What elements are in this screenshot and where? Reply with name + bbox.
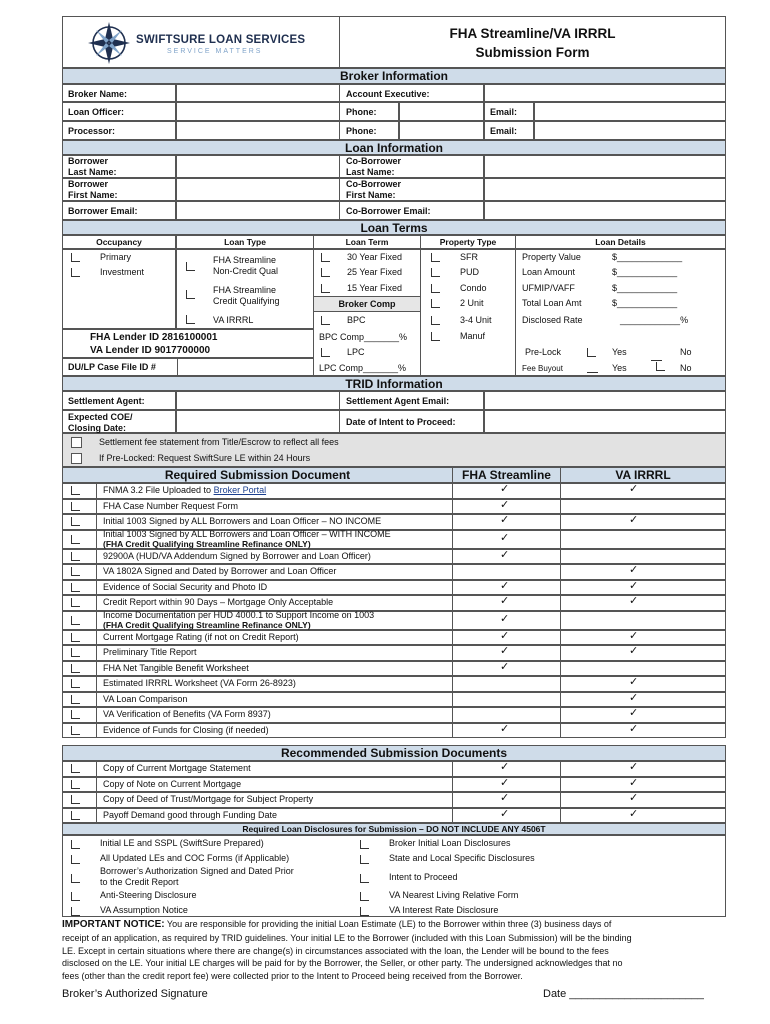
- sfr-checkbox[interactable]: [431, 253, 440, 262]
- loan-terms-header: Loan Terms: [62, 220, 726, 235]
- fha-cell: [452, 676, 561, 692]
- col-property-type: Property Type: [420, 235, 516, 249]
- va-cell: [560, 808, 726, 824]
- bpc-label: BPC: [347, 315, 366, 325]
- loan-info-header: Loan Information: [62, 140, 726, 155]
- doc-checkbox[interactable]: [71, 679, 80, 688]
- coe-field[interactable]: [176, 410, 340, 433]
- doc-row: [62, 661, 726, 677]
- 2unit-checkbox[interactable]: [431, 299, 440, 308]
- settlement-agent-label-cell: [62, 391, 176, 410]
- loan-type-fha-cq-1: FHA Streamline: [213, 285, 277, 295]
- fee-buyout-yes-checkbox[interactable]: [587, 372, 598, 373]
- fha-check-icon: ✓: [500, 513, 510, 526]
- signature-label: Broker’s Authorized Signature: [62, 988, 208, 1000]
- disclosures-box: [62, 835, 726, 917]
- prelock-yes: Yes: [612, 347, 627, 357]
- doc-checkbox[interactable]: [71, 780, 80, 789]
- notice-line-2: receipt of an application, as required by TRID guidelines. Your initial LE to the Borrower (included with this Loan Submission) will be the binding: [62, 932, 632, 943]
- disc-va-rate-checkbox[interactable]: [360, 907, 369, 916]
- disc-va-relative-checkbox[interactable]: [360, 892, 369, 901]
- disc-broker-initial-checkbox[interactable]: [360, 840, 369, 849]
- doc-label: Copy of Current Mortgage Statement: [103, 763, 251, 773]
- coborrower-first-label-1: Co-Borrower: [346, 179, 402, 189]
- va-check-icon: ✓: [629, 806, 639, 820]
- coborrower-last-label-2: Last Name:: [346, 167, 395, 177]
- fha-check-icon: ✓: [500, 530, 510, 544]
- loan-officer-label-cell: [62, 102, 176, 121]
- va-check-icon: ✓: [629, 644, 639, 657]
- notice-line-5: fees (other than the credit report fee) were collected prior to the Intent to Proceed being received from the Borrower.: [62, 971, 523, 982]
- phone1-label: Phone:: [346, 107, 377, 117]
- prelock-no: No: [680, 347, 692, 357]
- doc-label: Copy of Deed of Trust/Mortgage for Subject Property: [103, 794, 314, 804]
- doc-checkbox[interactable]: [71, 795, 80, 804]
- notice-line-4: disclosed on the LE. Your initial LE charges will be paid for by the Borrower, the Seller, or other party. The undersigned acknowledges that no: [62, 958, 623, 969]
- doc-row: [62, 707, 726, 723]
- detail-prelock: Pre-Lock: [525, 347, 562, 357]
- doc-row: [62, 676, 726, 692]
- recommended-docs-header: Recommended Submission Documents: [62, 745, 726, 761]
- logo-tagline: SERVICE MATTERS: [167, 48, 263, 55]
- va-cell: [560, 761, 726, 777]
- detail-ufmip-field[interactable]: $____________: [612, 283, 678, 293]
- coborrower-last-label-cell: [339, 155, 484, 178]
- pt-pud: PUD: [460, 267, 480, 277]
- email2-label-cell: [484, 121, 534, 140]
- doc-checkbox[interactable]: [71, 710, 80, 719]
- important-notice: [62, 918, 726, 983]
- va-check-icon: ✓: [629, 706, 639, 719]
- va-cell: [560, 707, 726, 723]
- account-exec-field[interactable]: [484, 84, 726, 102]
- col-occupancy: Occupancy: [62, 235, 176, 249]
- term-30-checkbox[interactable]: [321, 253, 330, 262]
- fha-check-icon: ✓: [500, 611, 510, 625]
- doc-row: [62, 499, 726, 515]
- doc-checkbox[interactable]: [71, 486, 80, 495]
- disc-left-3: to the Credit Report: [100, 877, 179, 887]
- doc-row: [62, 777, 726, 793]
- broker-name-field[interactable]: [176, 84, 340, 102]
- loan-type-va: VA IRRRL: [213, 315, 254, 325]
- doc-row: [62, 530, 726, 549]
- broker-portal-link[interactable]: Broker Portal: [213, 485, 267, 495]
- disc-right-4: VA Interest Rate Disclosure: [389, 905, 499, 915]
- fha-cell: [452, 692, 561, 708]
- term-15-checkbox[interactable]: [321, 284, 330, 293]
- settlement-agent-label: Settlement Agent:: [68, 396, 145, 406]
- disc-right-1: State and Local Specific Disclosures: [389, 853, 535, 863]
- doc-label: 92900A (HUD/VA Addendum Signed by Borrower and Loan Officer): [103, 550, 371, 561]
- term-15: 15 Year Fixed: [347, 283, 403, 293]
- va-check-icon: ✓: [629, 513, 639, 526]
- borrower-email-label-cell: [62, 201, 176, 220]
- coborrower-first-label-cell: [339, 178, 484, 201]
- va-cell: [560, 514, 726, 530]
- loan-officer-field[interactable]: [176, 102, 340, 121]
- doc-checkbox[interactable]: [71, 664, 80, 673]
- intent-date-label: Date of Intent to Proceed:: [346, 417, 456, 427]
- va-cell: [560, 499, 726, 515]
- doc-checkbox[interactable]: [71, 764, 80, 773]
- doc-checkbox[interactable]: [71, 567, 80, 576]
- doc-label: Estimated IRRRL Worksheet (VA Form 26-8923): [103, 678, 296, 688]
- fha-cell: [452, 707, 561, 723]
- detail-disclosed-rate: Disclosed Rate: [522, 315, 583, 325]
- va-check-icon: ✓: [629, 690, 639, 704]
- disc-right-2: Intent to Proceed: [389, 872, 458, 882]
- doc-label: VA Loan Comparison: [103, 693, 188, 704]
- fha-check-icon: ✓: [500, 659, 510, 673]
- doc-row: [62, 564, 726, 580]
- fha-check-icon: ✓: [500, 628, 510, 642]
- coborrower-first-label-2: First Name:: [346, 190, 396, 200]
- broker-comp-label: Broker Comp: [338, 299, 396, 309]
- disc-auth-checkbox[interactable]: [71, 874, 80, 883]
- doc-row: [62, 595, 726, 611]
- intent-date-field[interactable]: [484, 410, 726, 433]
- disc-left-0: Initial LE and SSPL (SwiftSure Prepared): [100, 838, 264, 848]
- va-check-icon: ✓: [629, 791, 639, 804]
- borrower-first-field[interactable]: [176, 178, 340, 201]
- detail-loan-amount: Loan Amount: [522, 267, 576, 277]
- fee-statement-checkbox[interactable]: [71, 437, 82, 448]
- settlement-agent-field[interactable]: [176, 391, 340, 410]
- email1-field[interactable]: [534, 102, 726, 121]
- doc-row: [62, 611, 726, 630]
- va-cell: [560, 549, 726, 565]
- doc-label: Initial 1003 Signed by ALL Borrowers and Loan Officer – NO INCOME: [103, 516, 382, 526]
- settlement-email-field[interactable]: [484, 391, 726, 410]
- doc-label: Evidence of Social Security and Photo ID: [103, 581, 268, 592]
- doc-label-text: FNMA 3.2 File Uploaded to: [103, 485, 214, 495]
- phone1-field[interactable]: [399, 102, 484, 121]
- disc-va-assumption-checkbox[interactable]: [71, 907, 80, 916]
- borrower-first-label-cell: [62, 178, 176, 201]
- va-lender-id: VA Lender ID 9017700000: [90, 345, 211, 356]
- fha-check-icon: ✓: [500, 760, 510, 773]
- doc-checkbox[interactable]: [71, 726, 80, 735]
- notice-line-3: LE. Except in certain situations where there are change(s) in circumstances associated with the loan, the Lender will be bound to the fees: [62, 945, 609, 956]
- processor-field[interactable]: [176, 121, 340, 140]
- va-cell: [560, 676, 726, 692]
- logo-name: SWIFTSURE LOAN SERVICES: [136, 34, 306, 46]
- doc-label: Payoff Demand good through Funding Date: [103, 809, 277, 820]
- phone2-label-cell: [339, 121, 399, 140]
- va-cell: [560, 723, 726, 739]
- disc-left-4: Anti-Steering Disclosure: [100, 890, 197, 900]
- broker-comp-cell: [313, 296, 421, 312]
- borrower-first-label-1: Borrower: [68, 179, 109, 189]
- lender-id-cell: [62, 329, 314, 358]
- coborrower-email-label: Co-Borrower Email:: [346, 206, 431, 216]
- va-check-icon: ✓: [629, 760, 639, 773]
- doc-label: Income Documentation per HUD 4000.1 to Support Income on 1003: [103, 609, 375, 620]
- doc-label: Current Mortgage Rating (if not on Credit Report): [103, 631, 299, 642]
- fee-buyout-no: No: [680, 363, 692, 373]
- fha-check-icon: ✓: [500, 775, 510, 789]
- email1-label-cell: [484, 102, 534, 121]
- doc-label: FHA Case Number Request Form: [103, 500, 239, 511]
- va-cell: [560, 530, 726, 549]
- col-loan-term: Loan Term: [313, 235, 421, 249]
- term-25-checkbox[interactable]: [321, 268, 330, 277]
- fha-check-icon: ✓: [500, 547, 510, 561]
- compass-logo-icon: [87, 21, 131, 65]
- disc-right-0: Broker Initial Loan Disclosures: [389, 838, 511, 848]
- doc-row: [62, 630, 726, 646]
- va-cell: [560, 630, 726, 646]
- col-loan-details: Loan Details: [515, 235, 726, 249]
- settlement-email-label: Settlement Agent Email:: [346, 396, 450, 406]
- coe-label-1: Expected COE/: [68, 412, 133, 422]
- doc-label: Copy of Note on Current Mortgage: [103, 778, 242, 789]
- doc-label: [103, 485, 266, 496]
- pt-manuf: Manuf: [460, 331, 486, 341]
- doc-checkbox[interactable]: [71, 552, 80, 561]
- broker-info-header: Broker Information: [62, 68, 726, 84]
- logo-box: [62, 16, 340, 68]
- manuf-checkbox[interactable]: [431, 332, 440, 341]
- va-check-icon: ✓: [629, 775, 639, 789]
- disc-anti-steering-checkbox[interactable]: [71, 892, 80, 901]
- pud-checkbox[interactable]: [431, 268, 440, 277]
- va-cell: [560, 645, 726, 661]
- doc-checkbox[interactable]: [71, 811, 80, 820]
- trid-header: TRID Information: [62, 376, 726, 391]
- intent-date-label-cell: [339, 410, 484, 433]
- borrower-last-label-1: Borrower: [68, 156, 109, 166]
- doc-row: [62, 645, 726, 661]
- doc-row: [62, 483, 726, 499]
- coborrower-first-field[interactable]: [484, 178, 726, 201]
- loan-officer-label: Loan Officer:: [68, 107, 125, 117]
- dulp-field[interactable]: [177, 358, 314, 376]
- va-cell: [560, 595, 726, 611]
- borrower-last-label-2: Last Name:: [68, 167, 117, 177]
- borrower-last-field[interactable]: [176, 155, 340, 178]
- coe-label-cell: [62, 410, 176, 433]
- trid-note-1: Settlement fee statement from Title/Escrow to reflect all fees: [99, 437, 339, 447]
- va-check-icon: ✓: [629, 594, 639, 607]
- coborrower-email-field[interactable]: [484, 201, 726, 220]
- va-check-icon: ✓: [629, 563, 639, 576]
- email2-field[interactable]: [534, 121, 726, 140]
- notice-label: IMPORTANT NOTICE:: [62, 919, 165, 930]
- detail-total: Total Loan Amt: [522, 298, 582, 308]
- fha-cell: [452, 564, 561, 580]
- occupancy-investment: Investment: [100, 267, 145, 277]
- processor-label: Processor:: [68, 126, 116, 136]
- email2-label: Email:: [490, 126, 518, 136]
- va-cell: [560, 792, 726, 808]
- lpc-label: LPC: [347, 347, 365, 357]
- doc-checkbox[interactable]: [71, 695, 80, 704]
- loan-type-fha-ncq-1: FHA Streamline: [213, 255, 277, 265]
- fee-buyout-yes: Yes: [612, 363, 627, 373]
- broker-name-label: Broker Name:: [68, 89, 128, 99]
- doc-row: [62, 808, 726, 824]
- va-cell: [560, 661, 726, 677]
- fha-cq-checkbox[interactable]: [186, 290, 195, 299]
- form-subtitle: Submission Form: [475, 45, 590, 60]
- dulp-label: DU/LP Case File ID #: [68, 362, 156, 372]
- fha-check-icon: ✓: [500, 482, 510, 495]
- col-loan-type: Loan Type: [176, 235, 314, 249]
- form-title: FHA Streamline/VA IRRRL: [449, 26, 616, 41]
- disc-intent-checkbox[interactable]: [360, 874, 369, 883]
- col-va-irrrl: VA IRRRL: [560, 467, 726, 483]
- doc-sublabel: (FHA Credit Qualifying Streamline Refinance ONLY): [103, 538, 311, 549]
- coborrower-last-field[interactable]: [484, 155, 726, 178]
- term-25: 25 Year Fixed: [347, 267, 403, 277]
- va-irrrl-checkbox[interactable]: [186, 315, 195, 324]
- doc-checkbox[interactable]: [71, 583, 80, 592]
- fha-check-icon: ✓: [500, 806, 510, 820]
- detail-ufmip: UFMIP/VAFF: [522, 283, 575, 293]
- doc-row: [62, 549, 726, 565]
- detail-fee-buyout: Fee Buyout: [522, 364, 563, 373]
- condo-checkbox[interactable]: [431, 284, 440, 293]
- va-cell: [560, 611, 726, 630]
- account-exec-label: Account Executive:: [346, 89, 430, 99]
- coborrower-last-label-1: Co-Borrower: [346, 156, 402, 166]
- loan-type-fha-cq-2: Credit Qualifying: [213, 296, 280, 306]
- doc-label: Preliminary Title Report: [103, 647, 197, 657]
- detail-prop-value-field[interactable]: $_____________: [612, 252, 683, 262]
- prelock-yes-checkbox[interactable]: [587, 348, 596, 357]
- settlement-email-label-cell: [339, 391, 484, 410]
- prelock-le-checkbox[interactable]: [71, 453, 82, 464]
- pt-2unit: 2 Unit: [460, 298, 484, 308]
- notice-line-1: You are responsible for providing the initial Loan Estimate (LE) to the Borrower within three (3) business days of: [164, 919, 612, 929]
- primary-checkbox[interactable]: [71, 253, 80, 262]
- fha-lender-id: FHA Lender ID 2816100001: [90, 332, 218, 343]
- detail-disclosed-rate-field[interactable]: ____________%: [620, 315, 689, 325]
- detail-loan-amount-field[interactable]: $____________: [612, 267, 678, 277]
- doc-label: VA 1802A Signed and Dated by Borrower and Loan Officer: [103, 566, 337, 576]
- doc-checkbox[interactable]: [71, 502, 80, 511]
- fha-check-icon: ✓: [500, 721, 510, 735]
- doc-label: Initial 1003 Signed by ALL Borrowers and Loan Officer – WITH INCOME: [103, 528, 391, 539]
- lpc-comp: LPC Comp_______%: [319, 363, 407, 373]
- phone2-label: Phone:: [346, 126, 377, 136]
- doc-checkbox[interactable]: [71, 517, 80, 526]
- borrower-email-field[interactable]: [176, 201, 340, 220]
- doc-row: [62, 692, 726, 708]
- disc-state-local-checkbox[interactable]: [360, 855, 369, 864]
- doc-label: VA Verification of Benefits (VA Form 8937): [103, 709, 271, 719]
- va-check-icon: ✓: [629, 675, 639, 688]
- disc-left-5: VA Assumption Notice: [100, 905, 188, 915]
- fha-check-icon: ✓: [500, 578, 510, 592]
- va-check-icon: ✓: [629, 721, 639, 735]
- doc-label: Credit Report within 90 Days – Mortgage Only Acceptable: [103, 597, 334, 607]
- doc-sublabel: (FHA Credit Qualifying Streamline Refinance ONLY): [103, 619, 311, 630]
- phone2-field[interactable]: [399, 121, 484, 140]
- doc-row: [62, 723, 726, 739]
- doc-checkbox[interactable]: [71, 598, 80, 607]
- required-docs-header: Required Submission Document: [62, 467, 453, 483]
- fha-check-icon: ✓: [500, 791, 510, 804]
- doc-checkbox[interactable]: [71, 633, 80, 642]
- bpc-comp: BPC Comp_______%: [319, 332, 408, 342]
- doc-checkbox[interactable]: [71, 616, 80, 625]
- pt-sfr: SFR: [460, 252, 478, 262]
- va-check-icon: ✓: [629, 578, 639, 592]
- va-cell: [560, 580, 726, 596]
- prelock-no-checkbox[interactable]: [651, 360, 662, 361]
- disc-left-1: All Updated LEs and COC Forms (if Applicable): [100, 853, 290, 863]
- broker-name-label-cell: [62, 84, 176, 102]
- investment-checkbox[interactable]: [71, 268, 80, 277]
- doc-checkbox[interactable]: [71, 648, 80, 657]
- disc-updated-le-checkbox[interactable]: [71, 855, 80, 864]
- va-cell: [560, 777, 726, 793]
- trid-note-2: If Pre-Locked: Request SwiftSure LE within 24 Hours: [99, 453, 311, 463]
- loan-type-fha-ncq-2: Non-Credit Qual: [213, 266, 279, 276]
- pt-34unit: 3-4 Unit: [460, 315, 492, 325]
- coborrower-email-label-cell: [339, 201, 484, 220]
- phone1-label-cell: [339, 102, 399, 121]
- 34unit-checkbox[interactable]: [431, 316, 440, 325]
- doc-row: [62, 514, 726, 530]
- term-30: 30 Year Fixed: [347, 252, 403, 262]
- detail-prop-value: Property Value: [522, 252, 581, 262]
- disc-right-3: VA Nearest Living Relative Form: [389, 890, 519, 900]
- fha-check-icon: ✓: [500, 497, 510, 511]
- va-check-icon: ✓: [629, 482, 639, 495]
- account-exec-label-cell: [339, 84, 484, 102]
- borrower-last-label-cell: [62, 155, 176, 178]
- doc-checkbox[interactable]: [71, 535, 80, 544]
- va-check-icon: ✓: [629, 628, 639, 642]
- processor-label-cell: [62, 121, 176, 140]
- doc-row: [62, 580, 726, 596]
- coe-label-2: Closing Date:: [68, 423, 127, 433]
- bpc-checkbox[interactable]: [321, 316, 330, 325]
- doc-label: FHA Net Tangible Benefit Worksheet: [103, 662, 249, 673]
- occupancy-primary: Primary: [100, 252, 131, 262]
- borrower-email-label: Borrower Email:: [68, 206, 138, 216]
- borrower-first-label-2: First Name:: [68, 190, 118, 200]
- signature-date[interactable]: Date ______________________: [543, 988, 704, 1000]
- disc-initial-le-checkbox[interactable]: [71, 840, 80, 849]
- fee-buyout-no-checkbox[interactable]: [656, 362, 665, 371]
- va-cell: [560, 692, 726, 708]
- va-cell: [560, 483, 726, 499]
- title-box: [339, 16, 726, 68]
- lpc-checkbox[interactable]: [321, 348, 330, 357]
- pt-condo: Condo: [460, 283, 487, 293]
- fha-check-icon: ✓: [500, 594, 510, 607]
- fha-ncq-checkbox[interactable]: [186, 262, 195, 271]
- disclosures-header: Required Loan Disclosures for Submission – DO NOT INCLUDE ANY 4506T: [62, 823, 726, 835]
- col-fha-streamline: FHA Streamline: [452, 467, 561, 483]
- disc-left-2: Borrower’s Authorization Signed and Dated Prior: [100, 866, 294, 876]
- email1-label: Email:: [490, 107, 518, 117]
- trid-notes: [62, 433, 726, 467]
- detail-total-field[interactable]: $____________: [612, 298, 678, 308]
- doc-label: Evidence of Funds for Closing (if needed): [103, 724, 269, 735]
- doc-row: [62, 761, 726, 777]
- doc-row: [62, 792, 726, 808]
- fha-check-icon: ✓: [500, 644, 510, 657]
- va-cell: [560, 564, 726, 580]
